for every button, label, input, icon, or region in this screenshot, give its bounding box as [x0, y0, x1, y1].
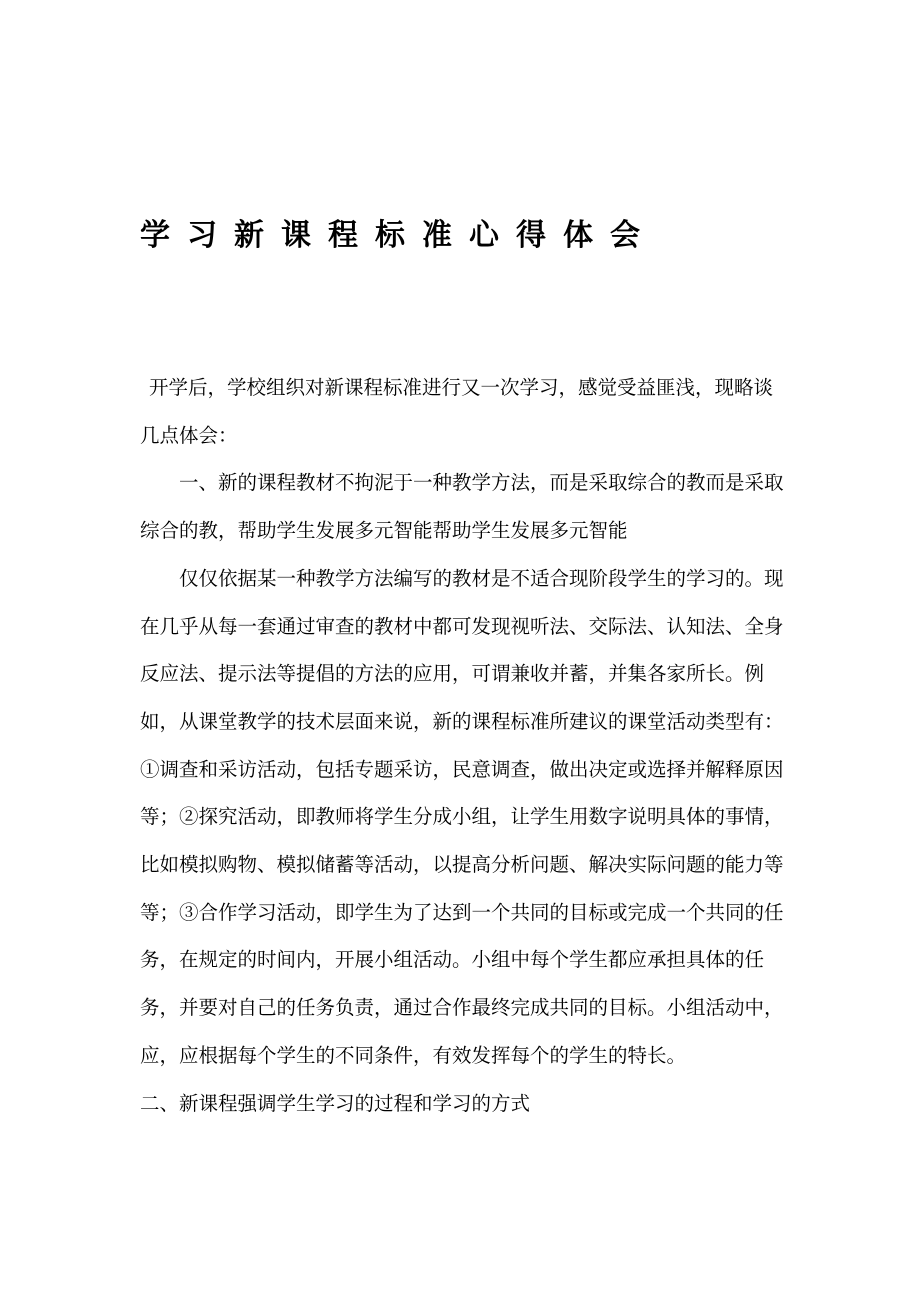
paragraph-section-one-heading: 一、新的课程教材不拘泥于一种教学方法，而是采取综合的教而是采取综合的教，帮助学生发展多元智能帮助学生发展多元智能	[140, 471, 784, 543]
paragraph-intro: 开学后，学校组织对新课程标准进行又一次学习，感觉受益匪浅，现略谈几点体会：	[140, 376, 774, 447]
document-body	[140, 364, 784, 1127]
document-title: 学习新课程标准心得体会	[140, 218, 657, 253]
paragraph-section-two-heading: 二、新课程强调学生学习的过程和学习的方式	[140, 1091, 531, 1115]
paragraph-section-one-body: 仅仅依据某一种教学方法编写的教材是不适合现阶段学生的学习的。现在几乎从每一套通过审查的教材中都可发现视听法、交际法、认知法、全身反应法、提示法等提倡的方法的应用，可谓兼收并蓄，并集各家所长。例如，从课堂教学的技术层面来说，新的课程标准所建议的课堂活动类型有：①调查和采访活动，包括专题采访，民意调查，做出决定或选择并解释原因等；②探究活动，即教师将学生分成小组，让学生用数字说明具体的事情，比如模拟购物、模拟储蓄等活动，以提高分析问题、解决实际问题的能力等等；③合作学习活动，即学生为了达到一个共同的目标或完成一个共同的任务，在规定的时间内，开展小组活动。小组中每个学生都应承担具体的任务，并要对自己的任务负责，通过合作最终完成共同的目标。小组活动中，应，应根据每个学生的不同条件，有效发挥每个的学生的特长。	[140, 566, 784, 1067]
